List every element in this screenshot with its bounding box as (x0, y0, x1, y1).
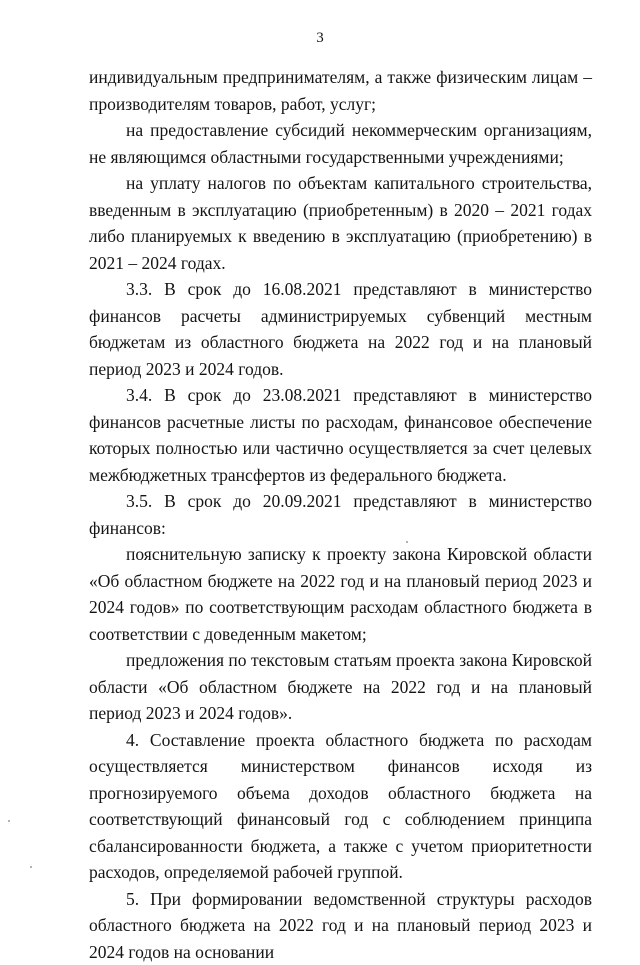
paragraph-5: 5. При формировании ведомственной структуры расходов областного бюджета на 2022 год и на плановый период 2023 и 2024 годов на основании (89, 886, 592, 965)
paragraph-capital-construction-taxes: на уплату налогов по объектам капитального строительства, введенным в эксплуатацию (приобретенным) в 2020 – 2021 годах либо планируемых к введению в эксплуатацию (приобретению) в 2021 – 2024 годах. (89, 170, 592, 276)
scan-artifact (406, 541, 408, 543)
paragraph-entrepreneurs-continuation: индивидуальным предпринимателям, а также физическим лицам – производителям товаров, работ, услуг; (89, 64, 592, 117)
paragraph-nonprofit-subsidies: на предоставление субсидий некоммерческим организациям, не являющимся областными государственными учреждениями; (89, 117, 592, 170)
paragraph-3-4: 3.4. В срок до 23.08.2021 представляют в министерство финансов расчетные листы по расходам, финансовое обеспечение которых полностью или частично осуществляется за счет целевых межбюджетных трансфертов из федерального бюджета. (89, 382, 592, 488)
page-number: 3 (0, 30, 640, 47)
scan-artifact (8, 820, 10, 822)
paragraph-text-article-proposals: предложения по текстовым статьям проекта закона Кировской области «Об областном бюджете на 2022 год и на плановый период 2023 и 2024 годов». (89, 647, 592, 727)
scan-artifact (30, 866, 32, 868)
paragraph-explanatory-note: пояснительную записку к проекту закона Кировской области «Об областном бюджете на 2022 год и на плановый период 2023 и 2024 годов» по соответствующим расходам областного бюджета в соответствии с доведенным макетом; (89, 541, 592, 647)
document-body (89, 64, 592, 965)
paragraph-4: 4. Составление проекта областного бюджета по расходам осуществляется министерством финансов исходя из прогнозируемого объема доходов областного бюджета на соответствующий финансовый год с соблюдением принципа сбалансированности бюджета, а также с учетом приоритетности расходов, определяемой рабочей группой. (89, 727, 592, 886)
paragraph-3-3: 3.3. В срок до 16.08.2021 представляют в министерство финансов расчеты администрируемых субвенций местным бюджетам из областного бюджета на 2022 год и на плановый период 2023 и 2024 годов. (89, 276, 592, 382)
paragraph-3-5: 3.5. В срок до 20.09.2021 представляют в министерство финансов: (89, 488, 592, 541)
